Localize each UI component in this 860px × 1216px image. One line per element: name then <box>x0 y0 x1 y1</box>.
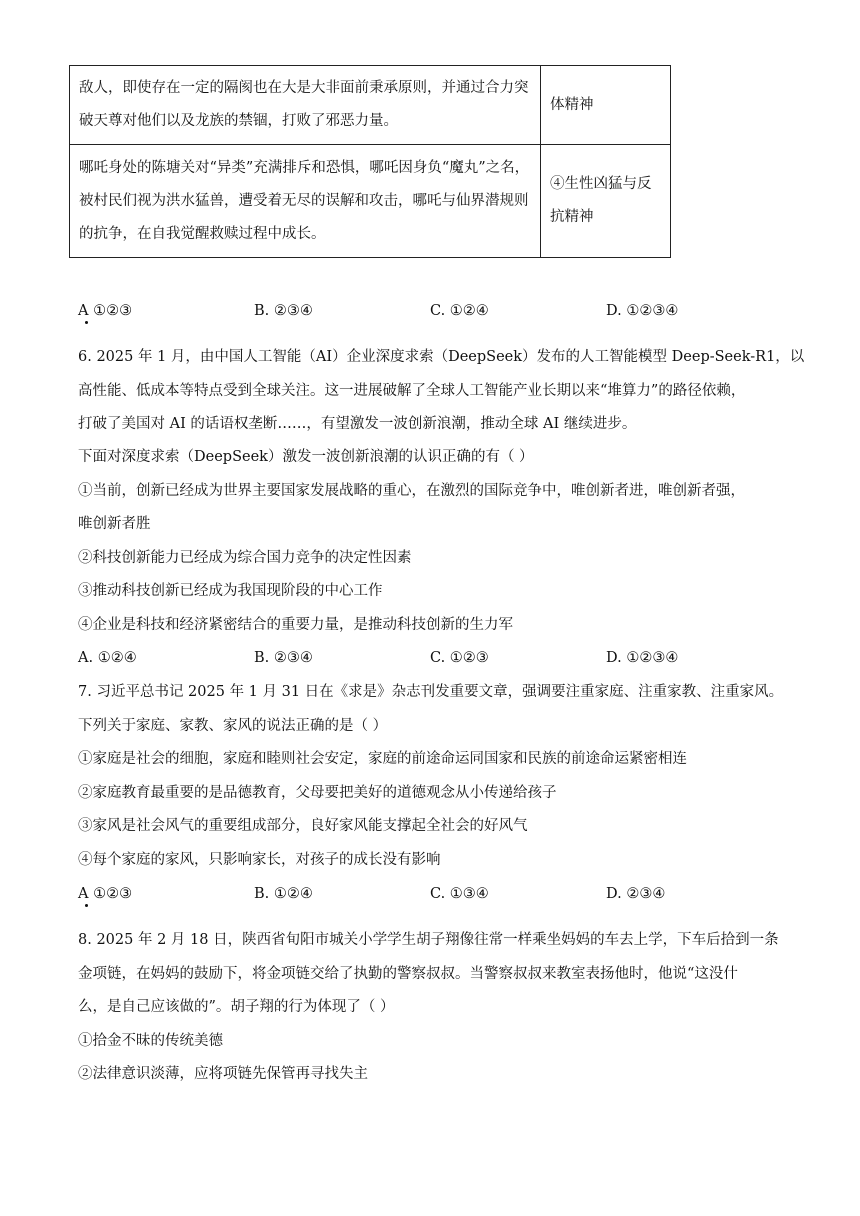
q7-item: ③家风是社会风气的重要组成部分，良好家风能支撑起全社会的好风气 <box>78 818 528 834</box>
q8-stem-line: 金项链，在妈妈的鼓励下，将金项链交给了执勤的警察叔叔。当警察叔叔来教室表扬他时，他说“这没什 <box>78 966 738 982</box>
q8-item: ①拾金不昧的传统美德 <box>78 1033 223 1049</box>
option-b[interactable]: B. ①②④ <box>254 886 313 902</box>
option-c[interactable]: C. ①②③ <box>430 650 489 666</box>
q6-item: ③推动科技创新已经成为我国现阶段的中心工作 <box>78 583 383 599</box>
option-a[interactable]: A ①②③ <box>78 303 133 319</box>
option-b[interactable]: B. ②③④ <box>254 303 313 319</box>
option-c[interactable]: C. ①③④ <box>430 886 489 902</box>
option-a[interactable]: A. ①②④ <box>78 650 137 666</box>
option-d[interactable]: D. ①②③④ <box>606 650 679 666</box>
underdot-mark <box>85 904 88 907</box>
q6-item: ④企业是科技和经济紧密结合的重要力量，是推动科技创新的生力军 <box>78 617 513 633</box>
q7-item: ①家庭是社会的细胞，家庭和睦则社会安定，家庭的前途命运同国家和民族的前途命运紧密相连 <box>78 751 687 767</box>
q7-item: ②家庭教育最重要的是品德教育，父母要把美好的道德观念从小传递给孩子 <box>78 785 557 801</box>
q6-item: ①当前，创新已经成为世界主要国家发展战略的重心，在激烈的国际竞争中，唯创新者进，唯创新者强， <box>78 483 745 499</box>
q6-item: ②科技创新能力已经成为综合国力竞争的决定性因素 <box>78 550 412 566</box>
q7-item: ④每个家庭的家风，只影响家长，对孩子的成长没有影响 <box>78 852 441 868</box>
option-c[interactable]: C. ①②④ <box>430 303 489 319</box>
q8-question-line: 么，是自己应该做的”。胡子翔的行为体现了（ ） <box>78 999 395 1015</box>
comparison-table <box>69 65 671 258</box>
q6-options <box>78 648 798 670</box>
q6-question-line: 下面对深度求索（DeepSeek）激发一波创新浪潮的认识正确的有（ ） <box>78 449 534 465</box>
q6-stem-line: 打破了美国对 AI 的话语权垄断……，有望激发一波创新浪潮，推动全球 AI 继续进步。 <box>78 416 637 432</box>
q6-stem-line: 6. 2025 年 1 月，由中国人工智能（AI）企业深度求索（DeepSeek）发布的人工智能模型 Deep-Seek-R1，以 <box>78 349 805 365</box>
q8-stem-line: 8. 2025 年 2 月 18 日，陕西省旬阳市城关小学学生胡子翔像往常一样乘坐妈妈的车去上学，下车后拾到一条 <box>78 932 779 948</box>
table-cell-spirit: 体精神 <box>541 66 671 145</box>
q8-item: ②法律意识淡薄，应将项链先保管再寻找失主 <box>78 1066 368 1082</box>
option-b[interactable]: B. ②③④ <box>254 650 313 666</box>
table-row <box>70 66 671 145</box>
q6-item-continuation: 唯创新者胜 <box>78 516 151 532</box>
table-cell-description: 敌人，即使存在一定的隔阂也在大是大非面前秉承原则，并通过合力突破天尊对他们以及龙族的禁锢，打败了邪恶力量。 <box>70 66 541 145</box>
table-row <box>70 145 671 258</box>
option-a[interactable]: A ①②③ <box>78 886 133 902</box>
table-cell-spirit: ④生性凶猛与反抗精神 <box>541 145 671 258</box>
underdot-mark <box>85 321 88 324</box>
q7-options <box>78 884 798 906</box>
option-d[interactable]: D. ①②③④ <box>606 303 679 319</box>
table-cell-description: 哪吒身处的陈塘关对“异类”充满排斥和恐惧，哪吒因身负“魔丸”之名，被村民们视为洪水猛兽，遭受着无尽的误解和攻击，哪吒与仙界潜规则的抗争，在自我觉醒救赎过程中成长。 <box>70 145 541 258</box>
q7-stem-line: 7. 习近平总书记 2025 年 1 月 31 日在《求是》杂志刊发重要文章，强调要注重家庭、注重家教、注重家风。 <box>78 684 784 700</box>
q5-options <box>78 301 798 323</box>
option-d[interactable]: D. ②③④ <box>606 886 666 902</box>
q7-question-line: 下列关于家庭、家教、家风的说法正确的是（ ） <box>78 718 388 734</box>
q6-stem-line: 高性能、低成本等特点受到全球关注。这一进展破解了全球人工智能产业长期以来“堆算力”的路径依赖， <box>78 383 746 399</box>
